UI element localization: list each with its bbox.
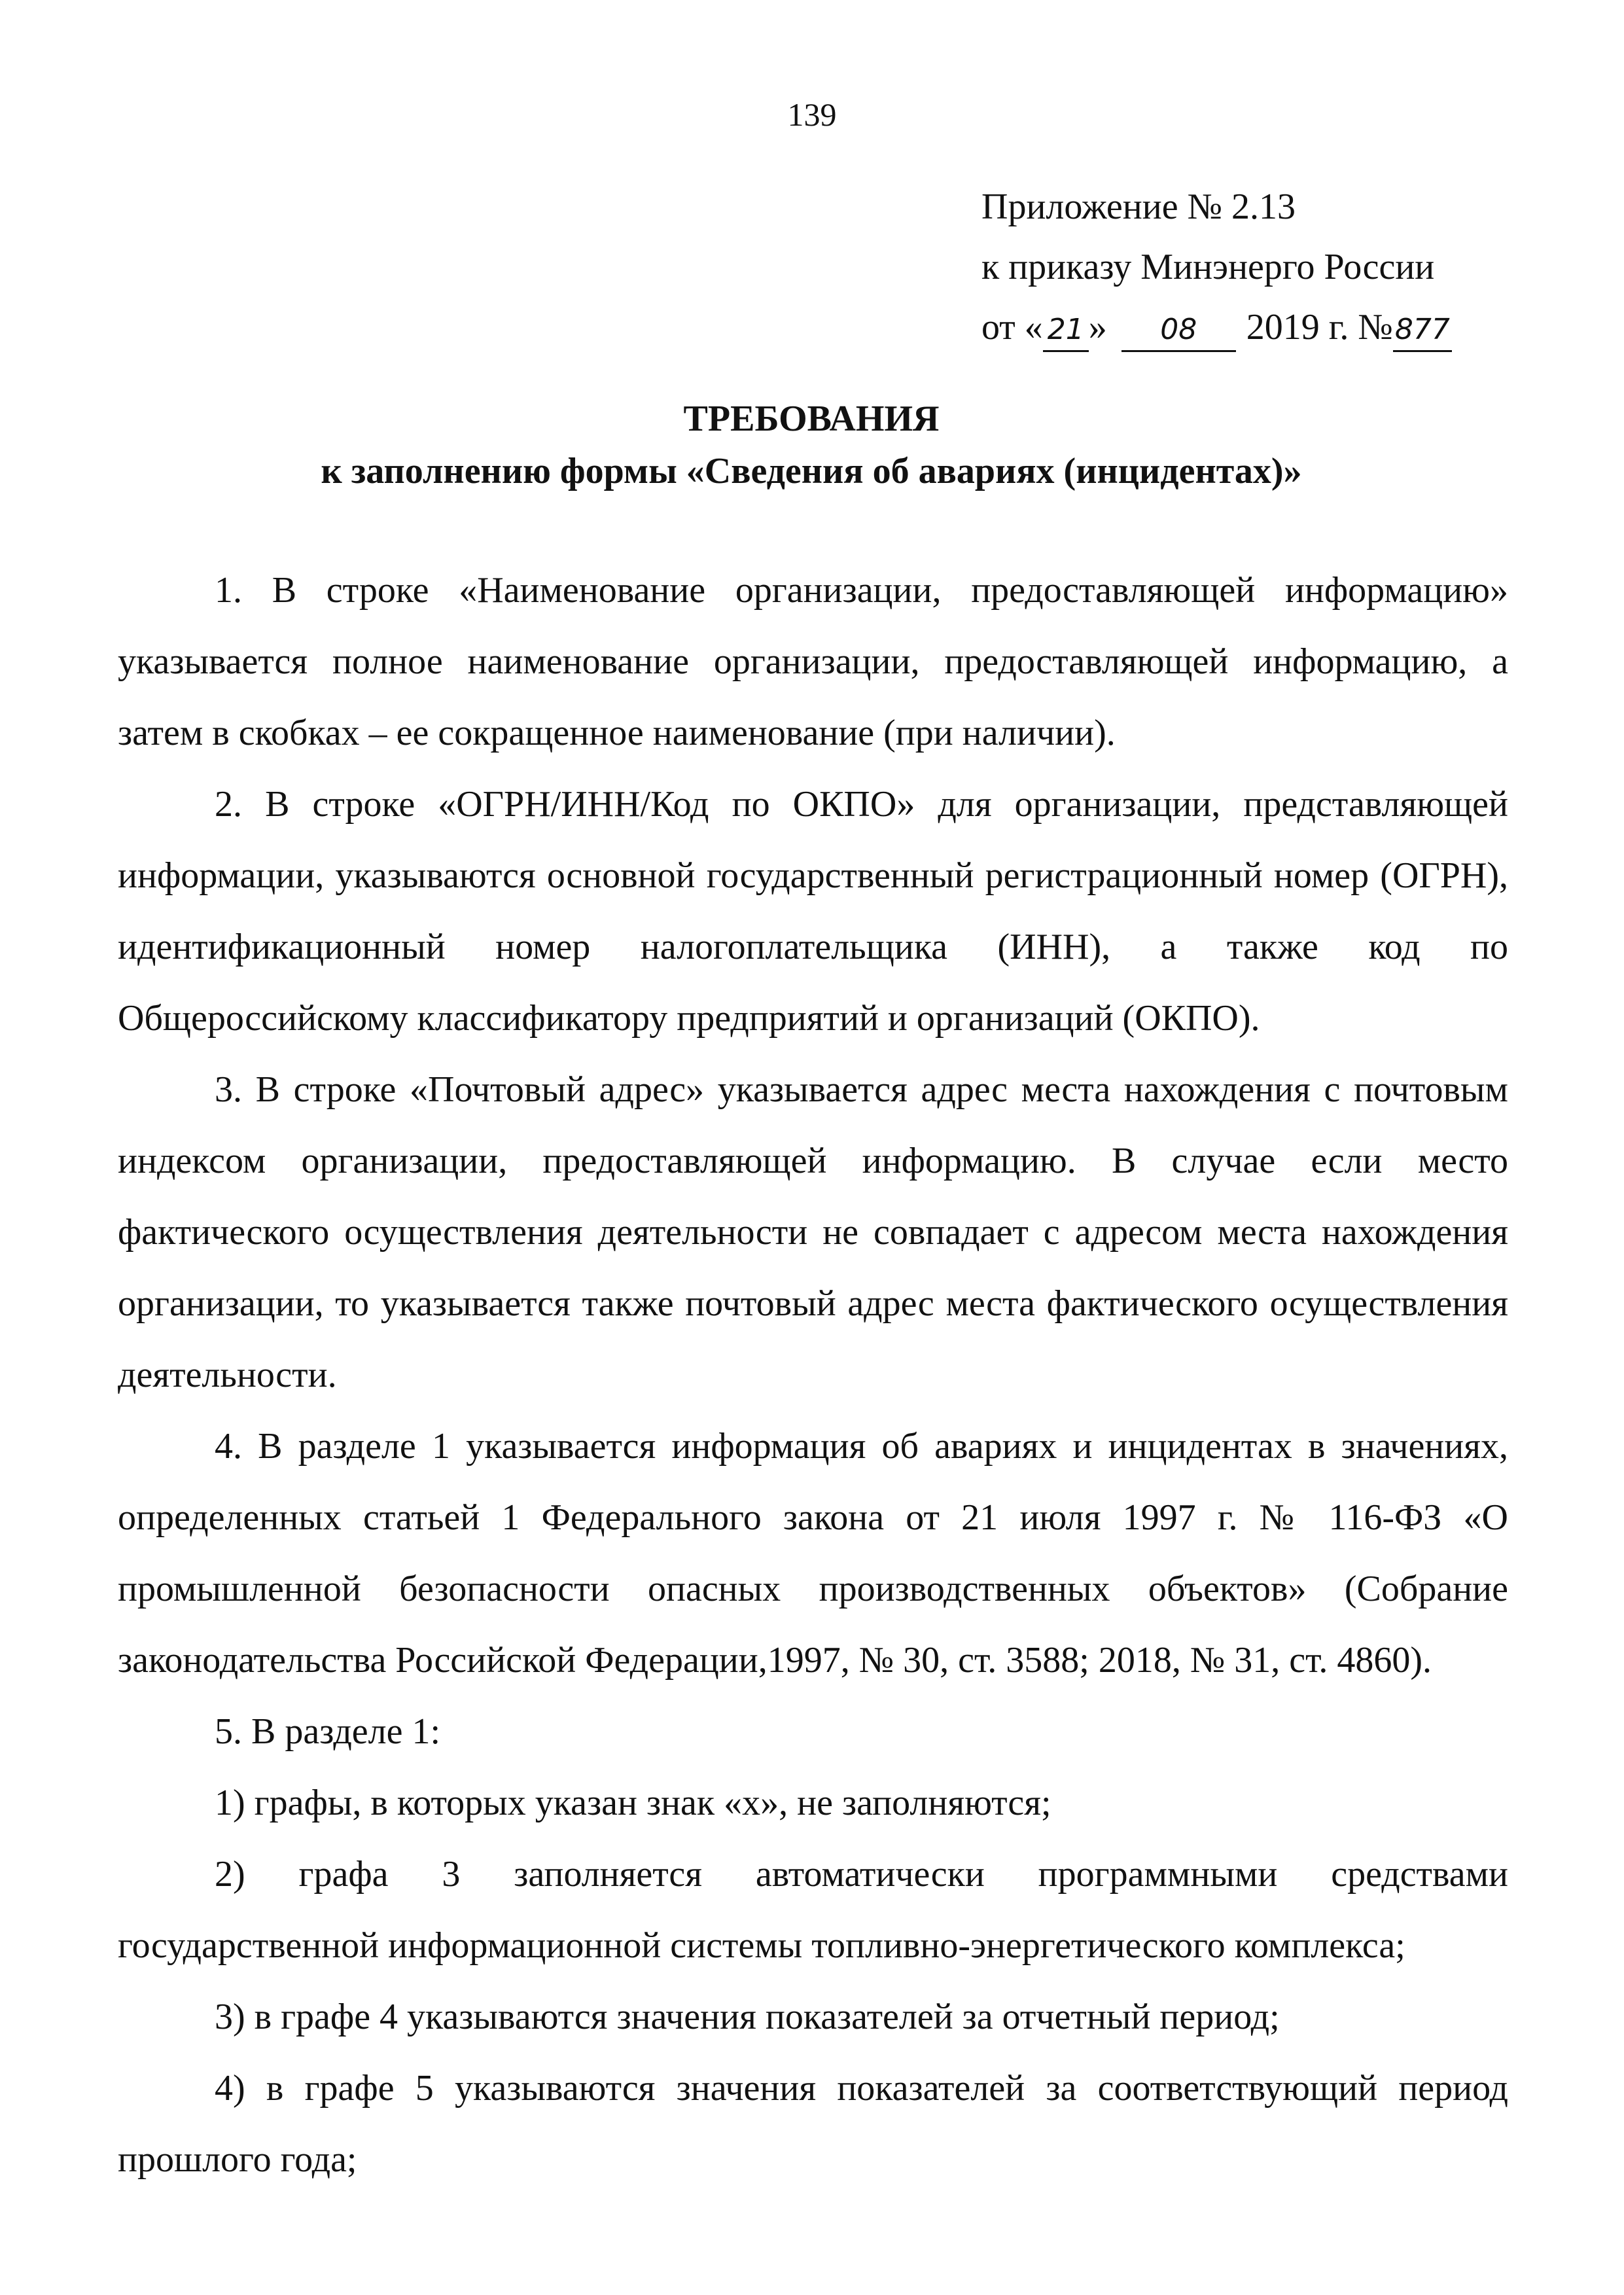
paragraph-5: 5. В разделе 1: — [215, 1711, 441, 1752]
page-number: 139 — [787, 96, 837, 133]
document-subtitle: к заполнению формы «Сведения об авариях (инцидентах)» — [321, 451, 1302, 491]
paragraph-5-item-1: 1) графы, в которых указан знак «х», не заполняются; — [215, 1783, 1051, 1823]
handwritten-month: 08 — [1121, 310, 1236, 352]
handwritten-order-number: 877 — [1393, 310, 1452, 352]
appendix-title: Приложение № 2.13 — [981, 187, 1296, 227]
paragraph-3: 3. В строке «Почтовый адрес» указывается адрес места нахождения с почтовым индексом организации, предоставляющей информацию. В случае если место фактического осуществления деятельности не совпадает с адресом места нахождения организации, то указывается также почтовый адрес места фактического осуществления деятельности. — [118, 1069, 1508, 1395]
document-body — [118, 555, 1508, 2196]
document-title: ТРЕБОВАНИЯ — [683, 399, 940, 439]
paragraph-1: 1. В строке «Наименование организации, предоставляющей информацию» указывается полное наименование организации, предоставляющей информацию, а затем в скобках – ее сокращенное наименование (при наличии). — [118, 570, 1508, 753]
paragraph-4: 4. В разделе 1 указывается информация об авариях и инцидентах в значениях, определенных статьей 1 Федерального закона от 21 июля 1997 г. № 116-ФЗ «О промышленной безопасности опасных производственных объектов» (Собрание законодательства Российской Федерации,1997, № 30, ст. 3588; 2018, № 31, ст. 4860). — [118, 1426, 1508, 1681]
paragraph-5-item-4: 4) в графе 5 указываются значения показателей за соответствующий период прошлого года; — [118, 2068, 1508, 2180]
date-day-close: » — [1088, 307, 1107, 347]
paragraph-5-item-2: 2) графа 3 заполняется автоматически программными средствами государственной информационной системы топливно-энергетического комплекса; — [118, 1854, 1508, 1966]
date-prefix: от « — [981, 307, 1043, 347]
document-heading — [118, 393, 1505, 497]
appendix-block — [981, 177, 1518, 357]
paragraph-2: 2. В строке «ОГРН/ИНН/Код по ОКПО» для организации, представляющей информации, указываются основной государственный регистрационный номер (ОГРН), идентификационный номер налогоплательщика (ИНН), а также код по Общероссийскому классификатору предприятий и организаций (ОКПО). — [118, 784, 1508, 1039]
paragraph-5-item-3: 3) в графе 4 указываются значения показателей за отчетный период; — [215, 1997, 1280, 2037]
appendix-date-line — [981, 297, 1518, 357]
date-year: 2019 г. № — [1246, 307, 1393, 347]
appendix-order-ref: к приказу Минэнерго России — [981, 247, 1435, 287]
handwritten-day: 21 — [1043, 310, 1089, 352]
